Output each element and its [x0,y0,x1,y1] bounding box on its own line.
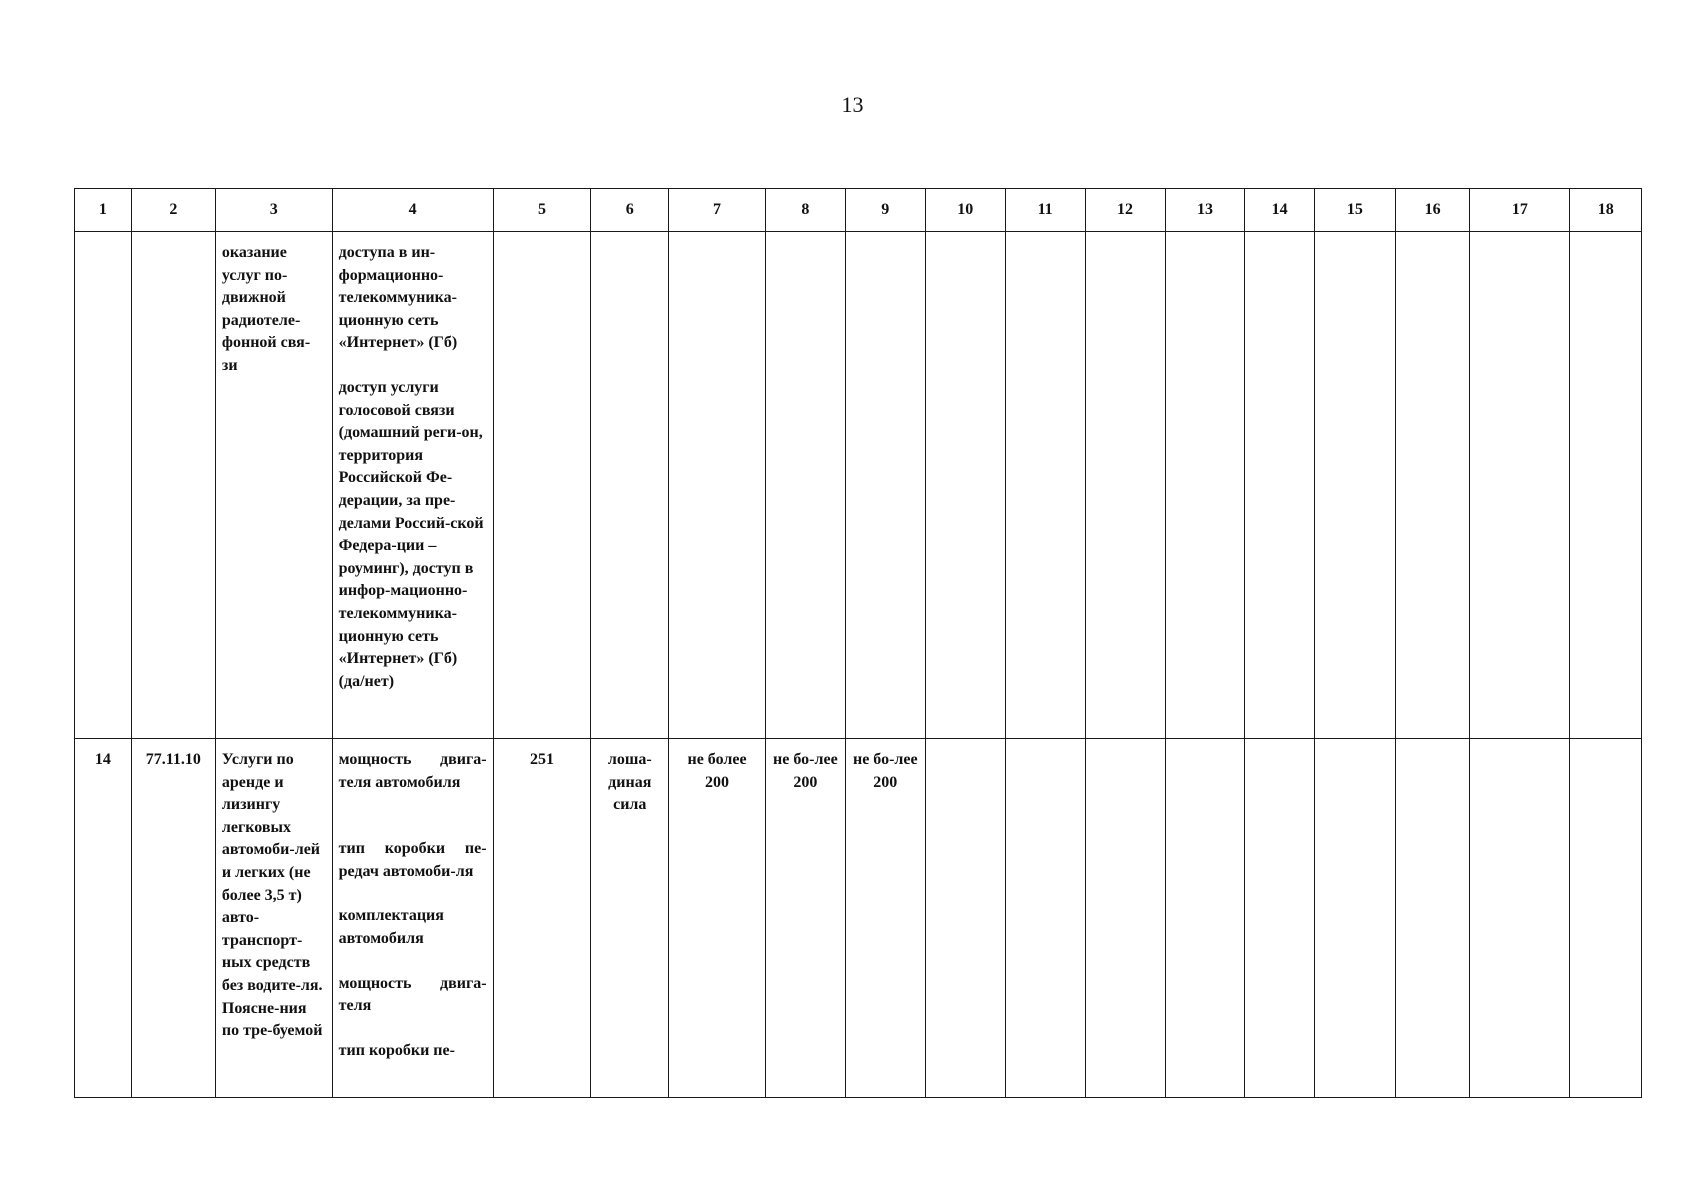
value-cell [765,739,845,1098]
column-number: 17 [1470,189,1570,232]
table-cell [925,739,1005,1098]
column-number: 3 [215,189,332,232]
characteristic-item: мощность двига-теля автомобиля [338,751,487,791]
characteristic-item: комплектация автомобиля [338,907,444,947]
table-cell [1245,739,1314,1098]
service-name-cell [215,739,332,1098]
table-cell [845,232,925,739]
characteristic-cell [332,739,493,1098]
value-text: не бо-лее 200 [773,751,838,791]
spacer [339,951,487,973]
column-number: 7 [669,189,766,232]
characteristic-text: доступа в ин-формационно-телекоммуника-ционную сеть «Интернет» (Гб) [338,244,458,352]
spacer [339,883,487,905]
value-text: не более 200 [687,751,747,791]
column-number: 1 [75,189,132,232]
table-cell [925,232,1005,739]
characteristic-item: тип коробки пе- [338,1041,455,1059]
table-cell [1570,739,1642,1098]
value-cell [669,739,766,1098]
characteristic-cell [332,232,493,739]
column-number: 11 [1005,189,1085,232]
spacer [339,1018,487,1040]
table-cell [131,232,215,739]
page-number: 13 [841,92,864,117]
okei-code: 251 [529,751,554,768]
column-number: 16 [1395,189,1470,232]
column-number: 15 [1314,189,1395,232]
column-number: 13 [1165,189,1245,232]
okei-code-cell [493,739,591,1098]
column-number: 8 [765,189,845,232]
column-number-row [75,189,1642,232]
characteristic-text: доступ услуги голосовой связи (домашний реги-он, территория Российской Фе-дерации, за пре-делами Россий-ской Федера-ции – роуминг), доступ в инфор-мационно-телекоммуника-ционную сеть «Интернет» (Гб) (да/нет) [338,378,484,690]
okpd-code-cell [131,739,215,1098]
table-cell [1005,232,1085,739]
table-cell [765,232,845,739]
column-number: 6 [591,189,669,232]
table-cell [1395,232,1470,739]
table-cell [591,232,669,739]
service-name-cell [215,232,332,739]
column-number: 10 [925,189,1005,232]
table-cell [75,232,132,739]
table-cell [1395,739,1470,1098]
table-cell [1245,232,1314,739]
table-cell [1085,232,1165,739]
table-cell [1470,739,1570,1098]
table-row-continued [75,232,1642,739]
table-cell [1085,739,1165,1098]
table-cell [1314,232,1395,739]
service-name-text: оказание услуг по-движной радиотеле-фонной свя-зи [221,244,311,374]
row-number: 14 [94,751,111,768]
column-number: 5 [493,189,591,232]
characteristic-item: мощность двига-теля [338,974,487,1015]
table-cell [1470,232,1570,739]
table-cell [493,232,591,739]
spacer [339,794,487,838]
column-number: 2 [131,189,215,232]
table-cell [669,232,766,739]
table-cell [1005,739,1085,1098]
unit-cell [591,739,669,1098]
column-number: 9 [845,189,925,232]
table-cell [1165,739,1245,1098]
spacer [339,355,487,377]
okpd-code: 77.11.10 [145,751,201,768]
column-number: 14 [1245,189,1314,232]
column-number: 4 [332,189,493,232]
service-name-text: Услуги по аренде и лизингу легковых автомоби-лей и легких (не более 3,5 т) авто-транспорт-ных средств без водите-ля. Поясне-ния по тре-буемой [221,751,323,1040]
unit-name: лоша-диная сила [607,751,652,814]
value-text: не бо-лее 200 [852,751,918,791]
table-cell [1165,232,1245,739]
requirements-table [74,188,1642,1098]
table-cell [1314,739,1395,1098]
value-cell [845,739,925,1098]
column-number: 18 [1570,189,1642,232]
table-cell [1570,232,1642,739]
row-number-cell [75,739,132,1098]
column-number: 12 [1085,189,1165,232]
characteristic-item: тип коробки пе-редач автомоби-ля [338,840,487,880]
table-row-14 [75,739,1642,1098]
